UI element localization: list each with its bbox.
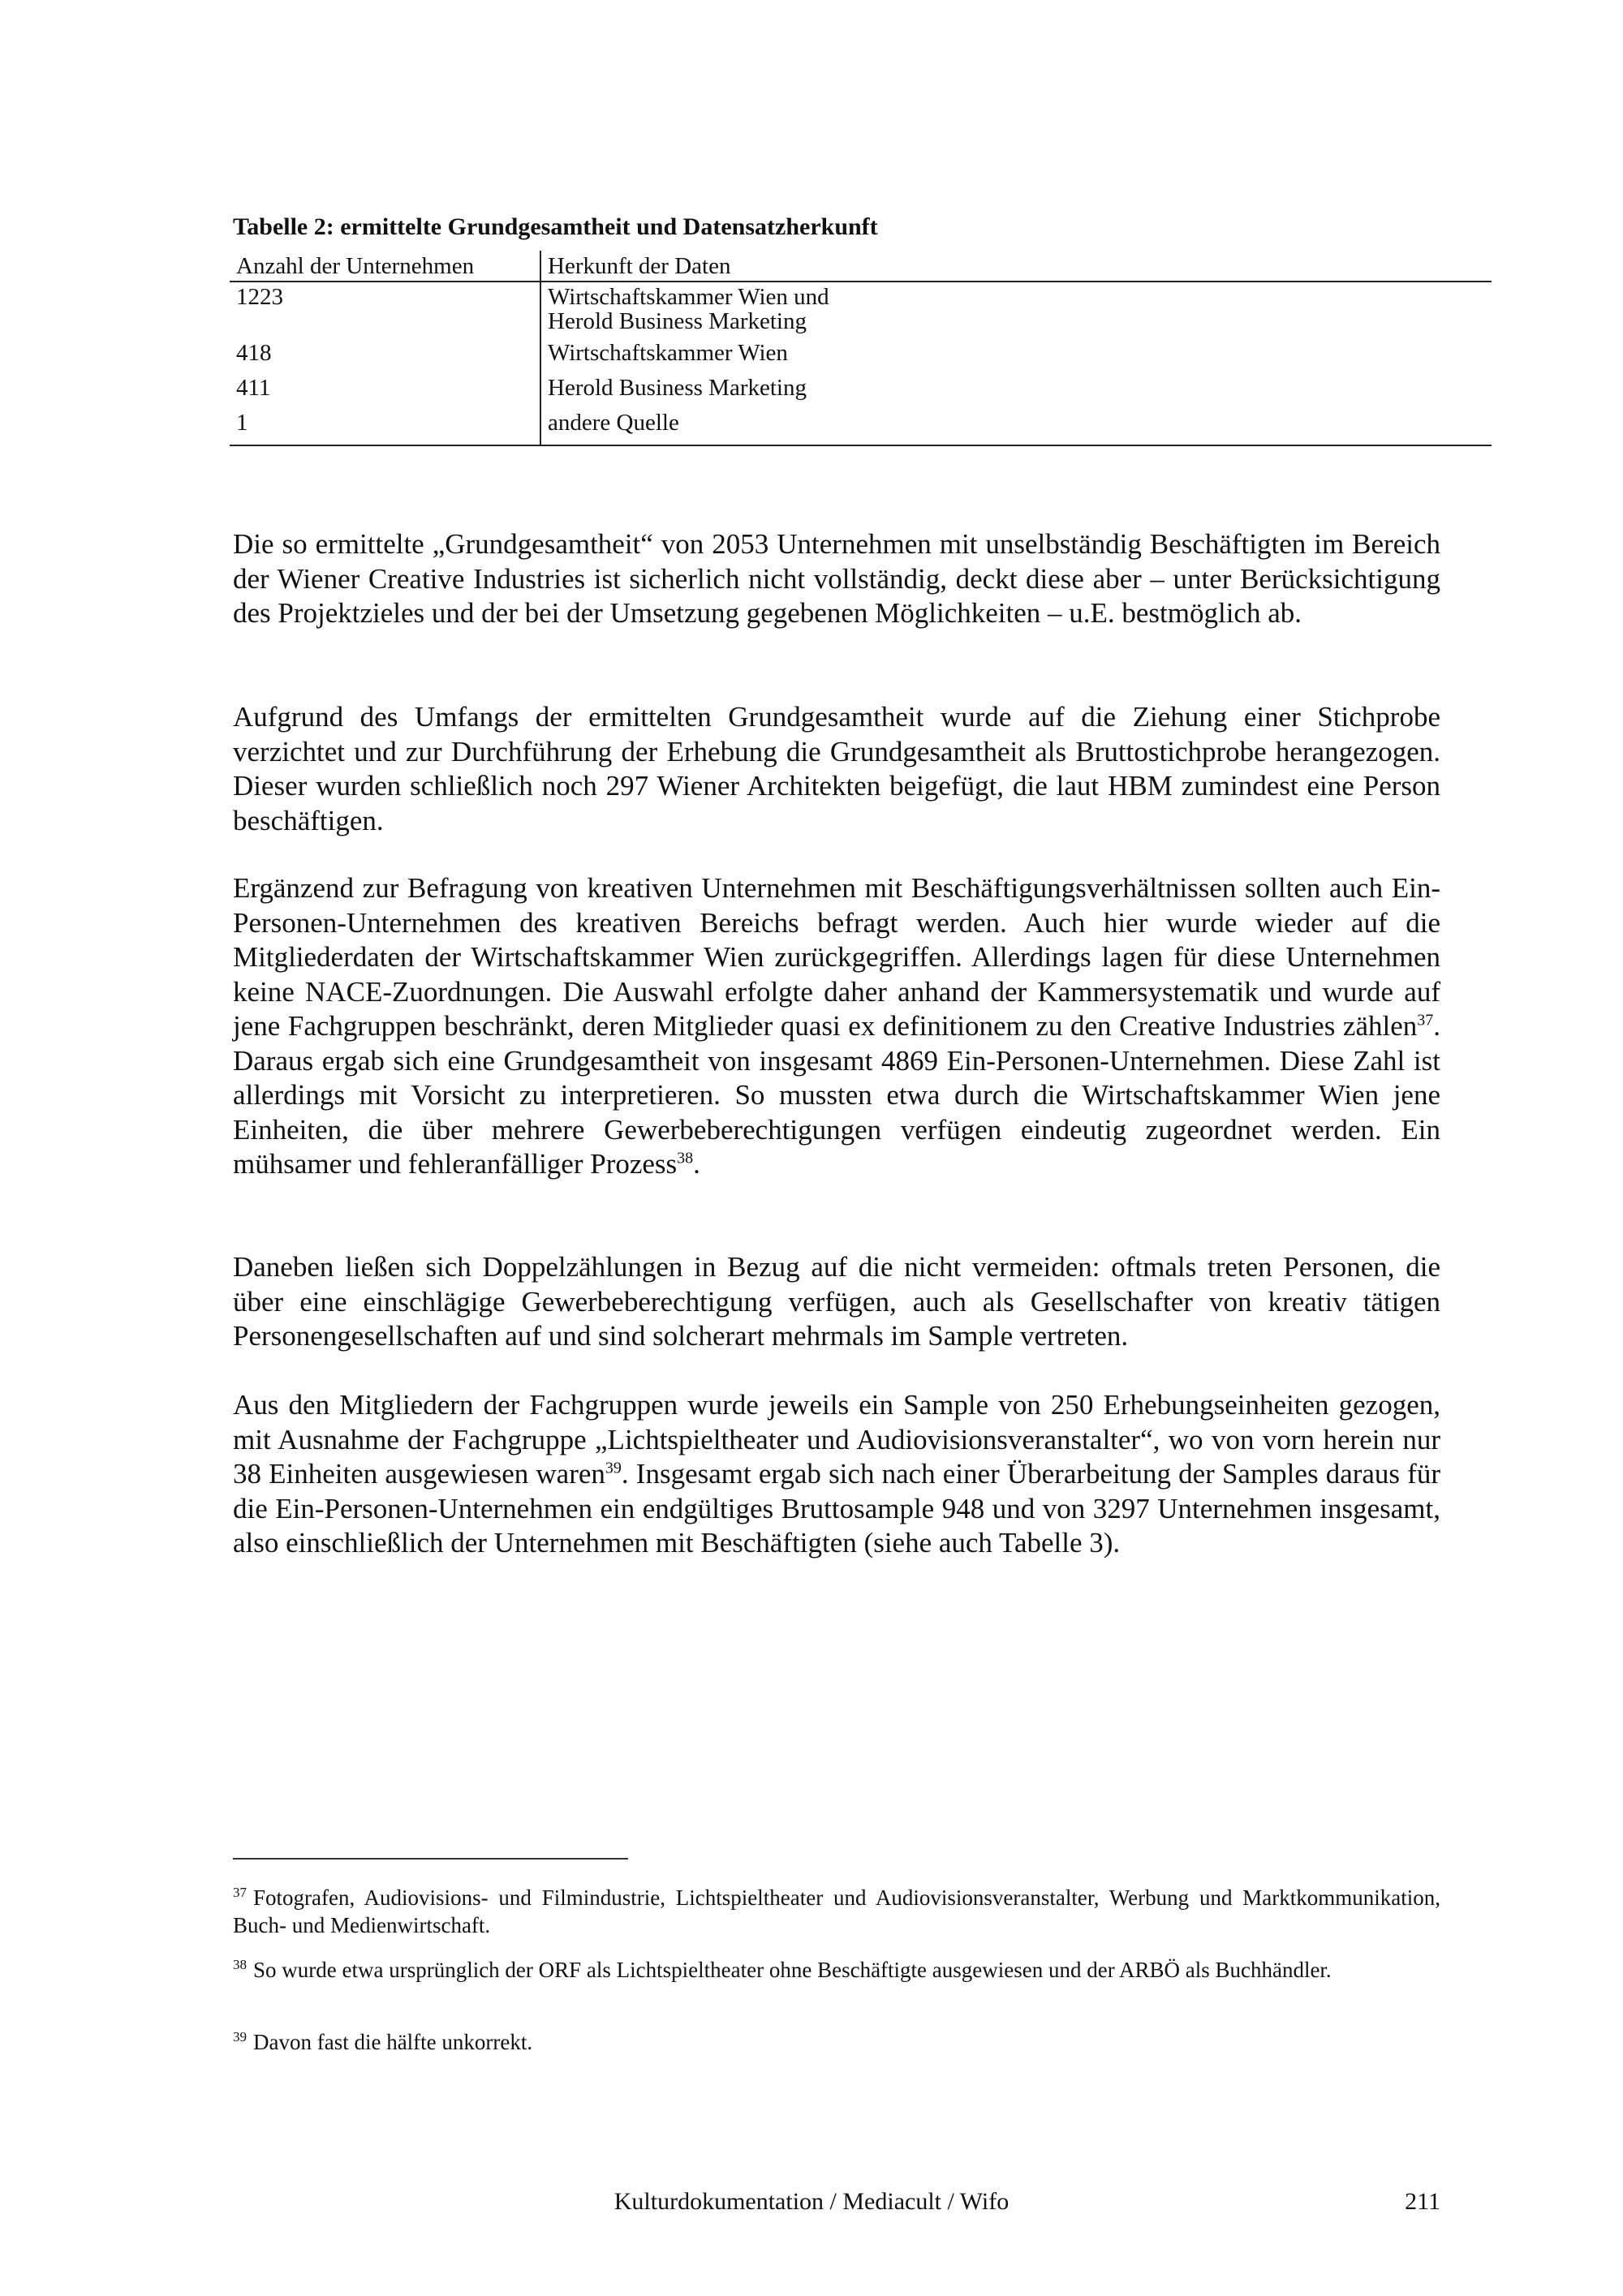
footnote-39 [233,2028,1440,2056]
table-row [230,373,1492,408]
paragraph-2: Aufgrund des Umfangs der ermittelten Grundgesamtheit wurde auf die Ziehung einer Stichprobe verzichtet und zur Durchführung der Erhebung die Grundgesamtheit als Bruttostichprobe herangezogen. Dieser wurden schließlich noch 297 Wiener Architekten beigefügt, die laut HBM zumindest eine Person beschäftigen. [233,701,1440,836]
footnote-number: 38 [233,1957,247,1972]
data-table [230,251,1492,446]
table-header-row [230,251,1492,282]
paragraph-5 [233,1388,1440,1561]
page-number: 211 [1405,2188,1440,2215]
paragraph-3-part-a: Ergänzend zur Befragung von kreativen Unternehmen mit Beschäftigungsverhältnissen sollten auch Ein-Personen-Unternehmen des kreativen Bereichs befragt werden. Auch hier wurde wieder auf die Mitgliederdaten der Wirtschaftskammer Wien zurückgegriffen. Allerdings lagen für diese Unternehmen keine NACE-Zuordnungen. Die Auswahl erfolgte daher anhand der Kammersystematik und wurde auf jene Fachgruppen beschränkt, deren Mitglieder quasi ex definitionem zu den Creative Industries zählen [233,872,1440,1042]
footnote-37 [233,1884,1440,1939]
paragraph-3 [233,871,1440,1182]
footnote-text: Fotografen, Audiovisions- und Filmindustrie, Lichtspieltheater und Audiovisionsveranstalter, Werbung und Marktkommunikation, Buch- und Medienwirtschaft. [233,1885,1440,1937]
table-cell-source: Herold Business Marketing [548,375,807,401]
footnote-ref-38: 38 [677,1149,694,1167]
paragraph-3-part-b: . Daraus ergab sich eine Grundgesamtheit von insgesamt 4869 Ein-Personen-Unternehmen. Diese Zahl ist allerdings mit Vorsicht zu interpretieren. So mussten etwa durch die Wirtschaftskammer Wien jene Einheiten, die über mehrere Gewerbeberechtigungen verfügen eindeutig zugeordnet werden. Ein mühsamer und fehleranfälliger Prozess [233,1010,1440,1180]
paragraph-5-part-b: . Insgesamt ergab sich nach einer Überarbeitung der Samples daraus für die Ein-Personen-Unternehmen ein endgültiges Bruttosample 948 und von 3297 Unternehmen insgesamt, also einschließlich der Unternehmen mit Beschäftigten (siehe auch Tabelle 3). [233,1458,1440,1559]
table-cell-source: andere Quelle [540,408,1492,445]
table-row [230,408,1492,445]
footnote-38 [233,1956,1440,1984]
footnote-text: So wurde etwa ursprünglich der ORF als Lichtspieltheater ohne Beschäftigte ausgewiesen und der ARBÖ als Buchhändler. [253,1958,1332,1982]
footnote-ref-37: 37 [1417,1011,1434,1030]
footnote-text: Davon fast die hälfte unkorrekt. [253,2030,533,2054]
table-cell-count: 1 [230,408,540,445]
table-caption: Tabelle 2: ermittelte Grundgesamtheit und Datensatzherkunft [233,213,878,240]
footnote-number: 37 [233,1885,247,1900]
page-footer-source: Kulturdokumentation / Mediacult / Wifo [613,2188,1010,2215]
table-cell-count: 1223 [230,282,540,338]
table-row [230,338,1492,373]
table-header-count: Anzahl der Unternehmen [230,251,540,282]
table-cell-source: Wirtschaftskammer Wien und Herold Business Marketing [548,284,829,334]
paragraph-1: Die so ermittelte „Grundgesamtheit“ von 2053 Unternehmen mit unselbständig Beschäftigten im Bereich der Wiener Creative Industries ist sicherlich nicht vollständig, deckt diese aber – unter Berücksichtigung des Projektzieles und der bei der Umsetzung gegebenen Möglichkeiten – u.E. bestmöglich ab. [233,528,1440,629]
table-header-source: Herkunft der Daten [540,251,1492,282]
table-cell-count: 418 [230,338,540,373]
footnote-separator [233,1858,628,1860]
table-row [230,282,1492,338]
footnote-number: 39 [233,2029,247,2044]
table-cell-source: Wirtschaftskammer Wien [548,340,788,366]
paragraph-4: Daneben ließen sich Doppelzählungen in Bezug auf die nicht vermeiden: oftmals treten Personen, die über eine einschlägige Gewerbeberechtigung verfügen, auch als Gesellschafter von kreativ tätigen Personengesellschaften auf und sind solcherart mehrmals im Sample vertreten. [233,1251,1440,1352]
paragraph-3-part-c: . [693,1148,700,1180]
footnote-ref-39: 39 [605,1459,622,1477]
table-cell-count: 411 [230,373,540,408]
paragraph-5-part-a: Aus den Mitgliedern der Fachgruppen wurde jeweils ein Sample von 250 Erhebungseinheiten gezogen, mit Ausnahme der Fachgruppe „Lichtspieltheater und Audiovisionsveranstalter“, wo von vorn herein nur 38 Einheiten ausgewiesen waren [233,1389,1440,1490]
